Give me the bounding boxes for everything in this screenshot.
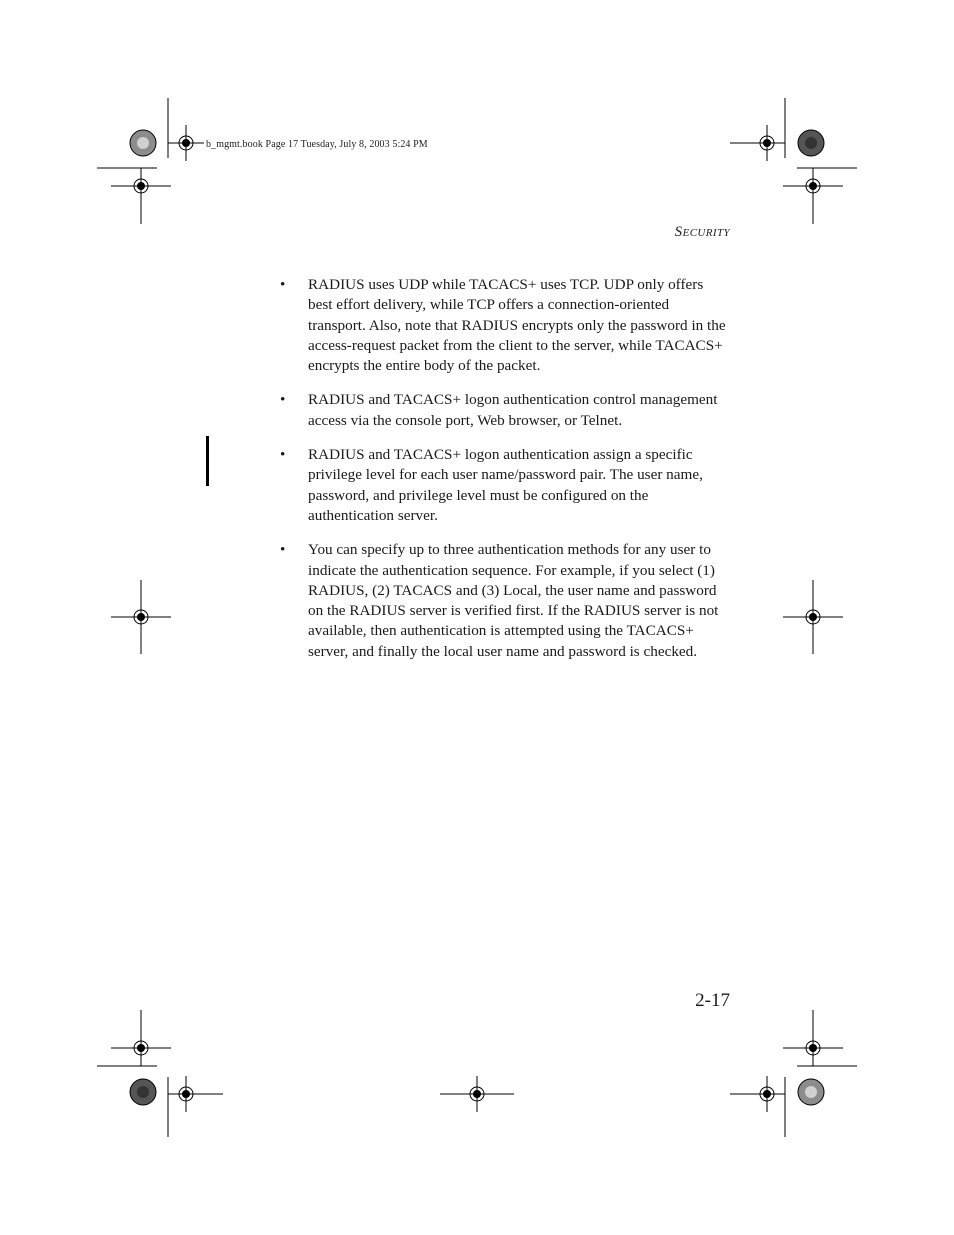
bullet-list [280, 275, 728, 676]
file-info-slug: b_mgmt.book Page 17 Tuesday, July 8, 2003 5:24 PM [206, 139, 428, 150]
change-bar [206, 436, 209, 486]
list-item [280, 390, 728, 431]
bullet-icon: • [280, 276, 286, 293]
running-head: Security [674, 224, 730, 240]
bullet-icon: • [280, 541, 286, 559]
list-item-text: RADIUS uses UDP while TACACS+ uses TCP. UDP only offers best effort delivery, while TCP offers a connection-oriented transport. Also, note that RADIUS encrypts only the password in the access-request packet from the client to the server, while TACACS+ encrypts the entire body of the packet. [308, 276, 726, 375]
list-item [280, 275, 728, 376]
list-item-text: You can specify up to three authentication methods for any user to indicate the authentication sequence. For example, if you select (1) RADIUS, (2) TACACS and (3) Local, the user name and password on the RADIUS server is verified first. If the RADIUS server is not available, then authentication is attempted using the TACACS+ server, and finally the local user name and password is checked. [308, 541, 719, 660]
list-item [280, 445, 728, 526]
list-item-text: RADIUS and TACACS+ logon authentication assign a specific privilege level for each user name/password pair. The user name, password, and privilege level must be configured on the authentication server. [308, 446, 703, 524]
page-number: 2-17 [695, 990, 730, 1011]
bullet-icon: • [280, 446, 286, 464]
bullet-icon: • [280, 391, 286, 409]
list-item [280, 540, 728, 662]
list-item-text: RADIUS and TACACS+ logon authentication control management access via the console port, Web browser, or Telnet. [308, 391, 718, 429]
